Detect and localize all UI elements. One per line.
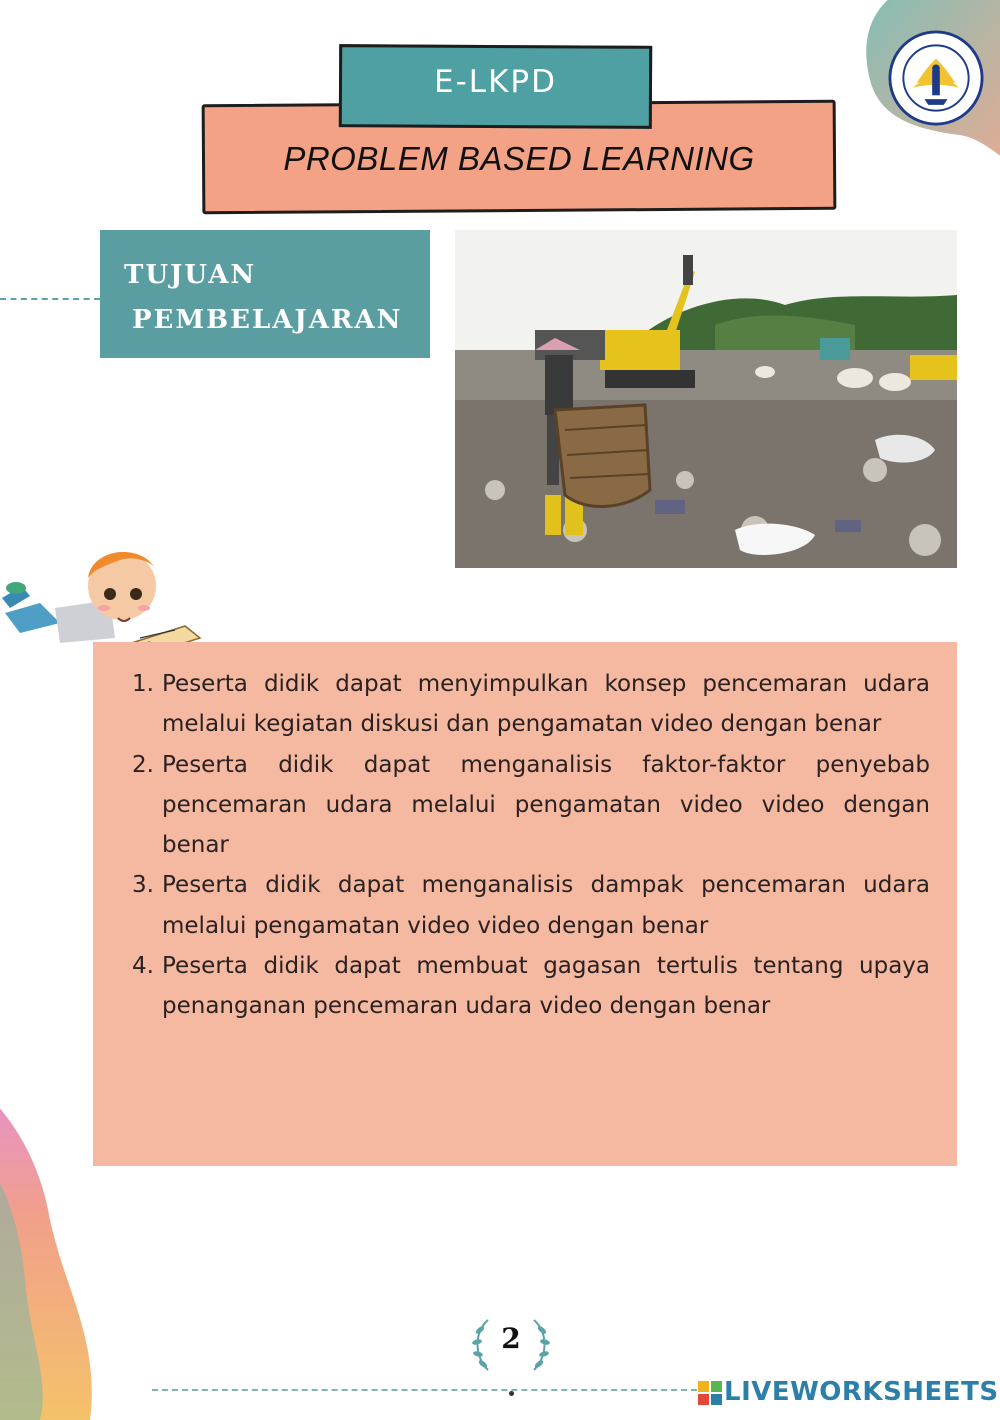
divider-dashed-left (0, 298, 100, 300)
goal-item (132, 946, 930, 1027)
goals-list (132, 664, 930, 1027)
section-title-line2: PEMBELAJARAN (132, 305, 403, 335)
goal-text: Peserta didik dapat menganalisis faktor-faktor penyebab pencemaran udara melalui pengamatan video video dengan benar (162, 751, 930, 859)
liveworksheets-brand[interactable]: LIVEWORKSHEETS (724, 1377, 999, 1407)
title-text: E-LKPD (434, 64, 557, 100)
page-number: 2 (501, 1322, 521, 1355)
section-title-line1: TUJUAN (124, 260, 257, 290)
goal-item (132, 865, 930, 946)
goal-text: Peserta didik dapat menganalisis dampak pencemaran udara melalui pengamatan video video dengan benar (162, 872, 930, 939)
liveworksheets-logo-icon (698, 1381, 722, 1405)
landfill-photo (455, 230, 957, 568)
university-seal-icon (888, 30, 984, 126)
divider-dashed-bottom (152, 1389, 697, 1391)
goal-number: 3. (132, 872, 154, 899)
goal-number: 1. (132, 671, 154, 697)
subtitle-text: PROBLEM BASED LEARNING (283, 140, 755, 177)
goal-item (132, 664, 930, 745)
goal-text: Peserta didik dapat membuat gagasan tertulis tentang upaya penanganan pencemaran udara video dengan benar (162, 953, 930, 1020)
goal-number: 4. (132, 953, 154, 980)
section-title-box (100, 230, 430, 358)
goal-item (132, 745, 930, 866)
goal-number: 2. (132, 751, 154, 778)
divider-dot (509, 1391, 514, 1396)
goal-text: Peserta didik dapat menyimpulkan konsep pencemaran udara melalui kegiatan diskusi dan pengamatan video dengan benar (162, 671, 930, 738)
